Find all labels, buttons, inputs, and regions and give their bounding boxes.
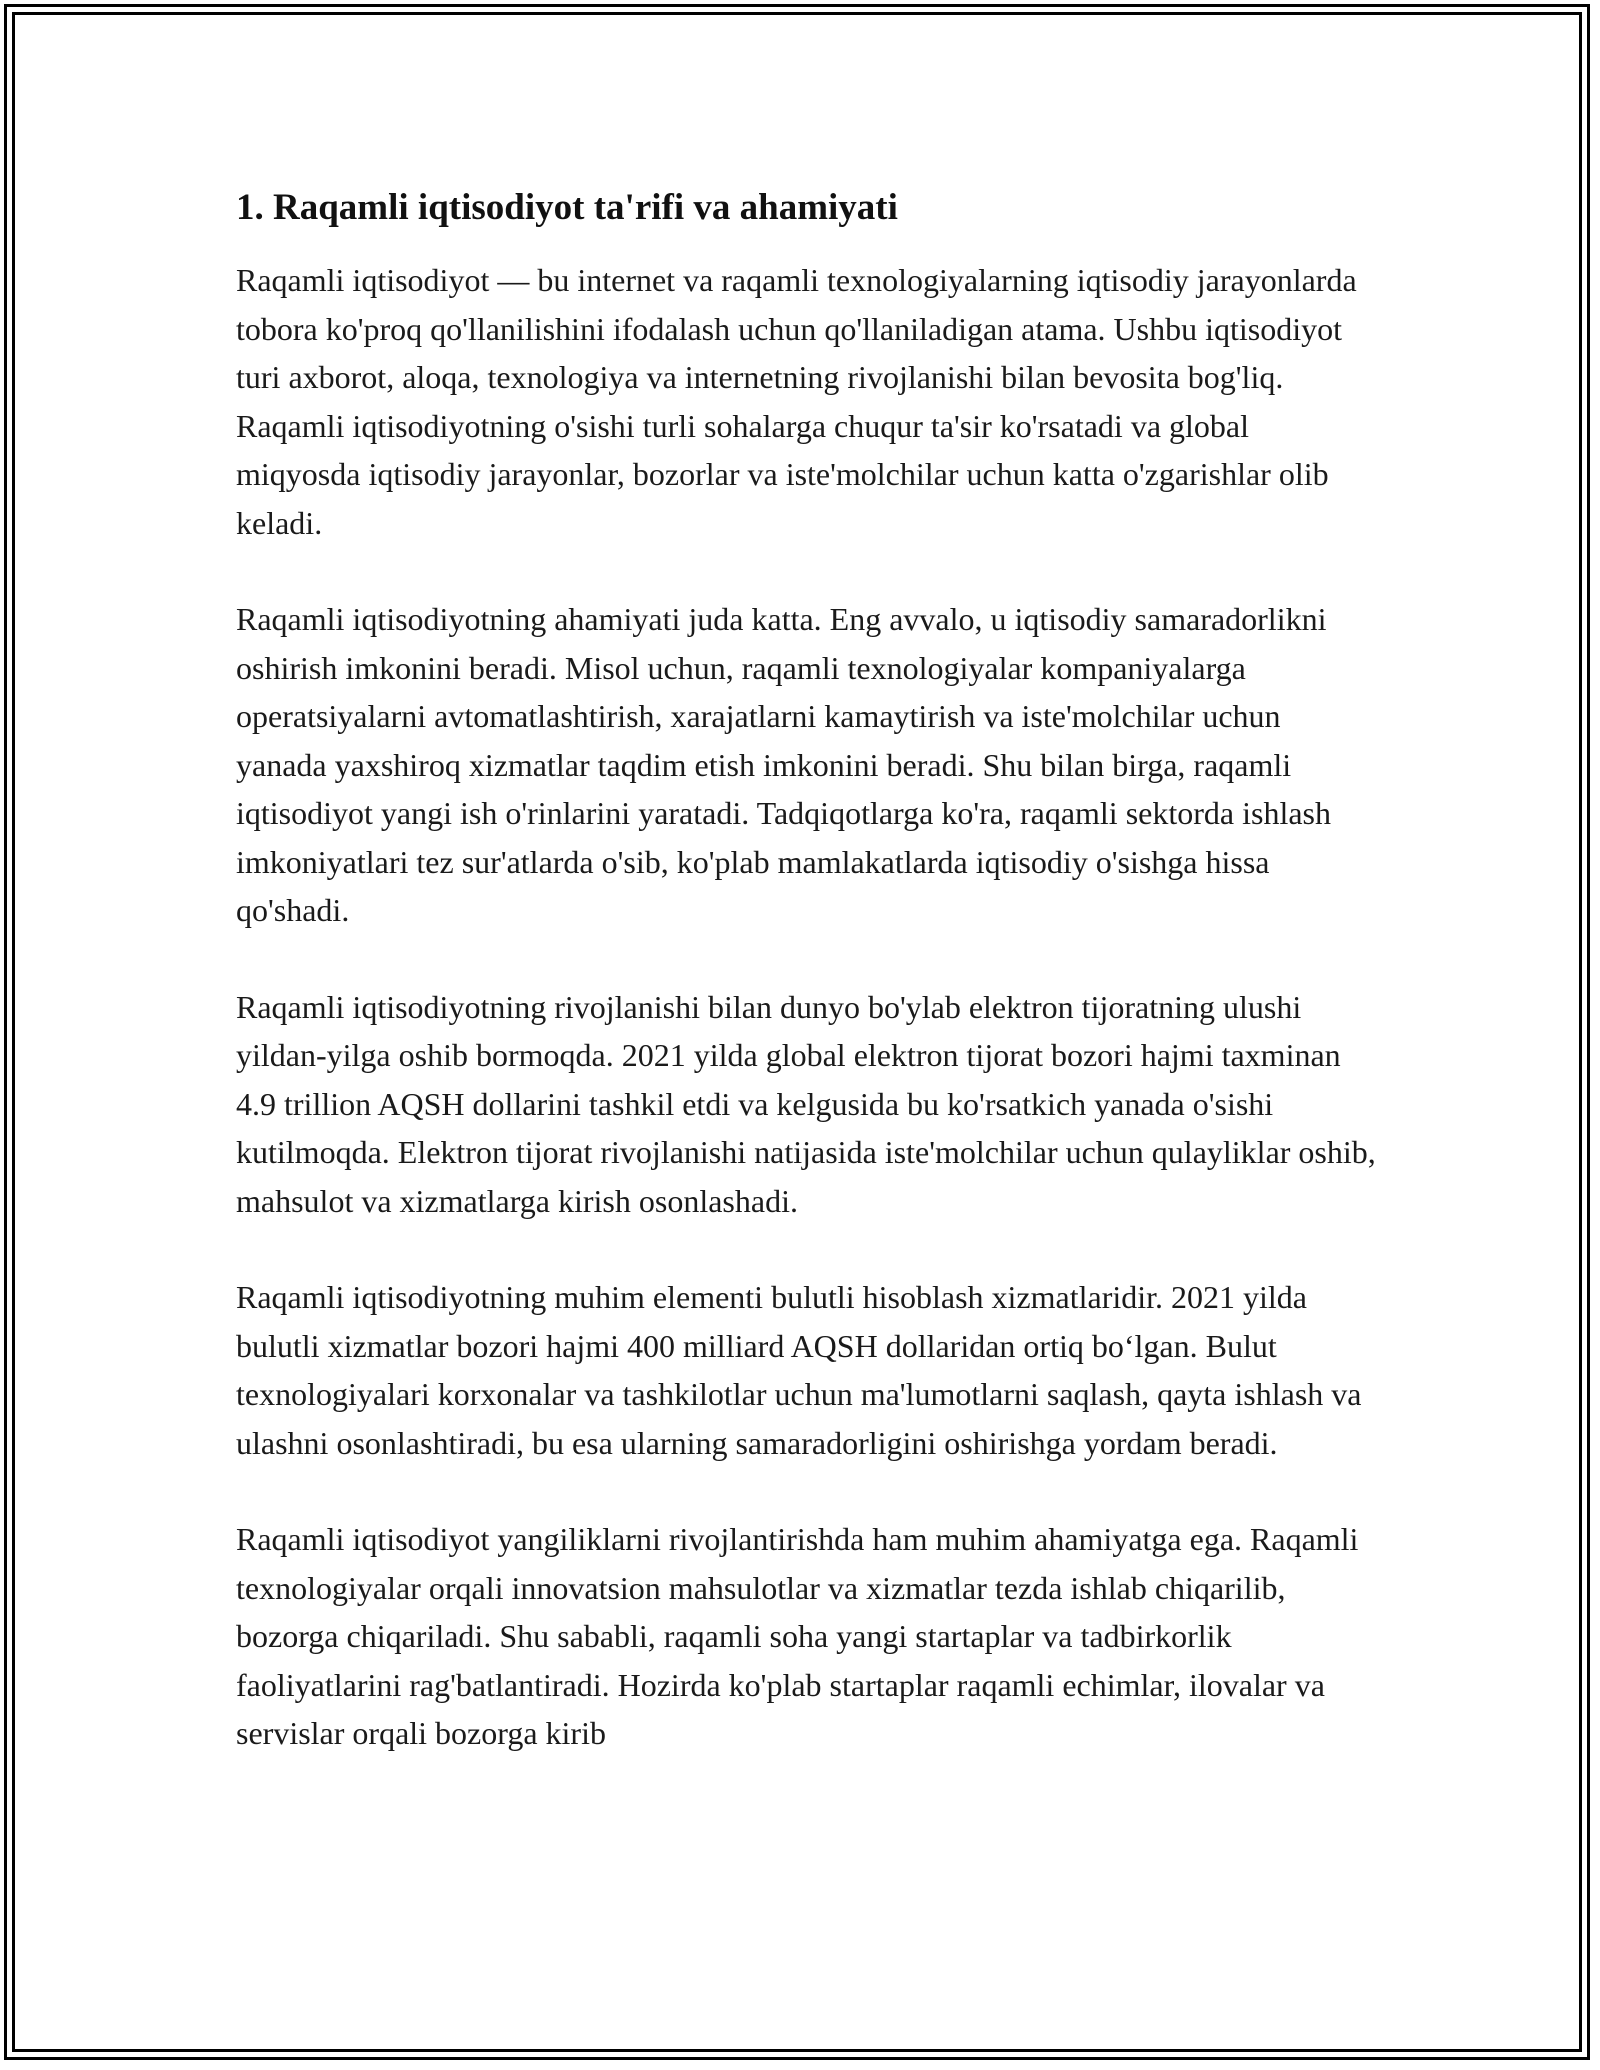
paragraph-importance: Raqamli iqtisodiyotning ahamiyati juda katta. Eng avvalo, u iqtisodiy samaradorlikni oshirish imkonini beradi. Misol uchun, raqamli texnologiyalar kompaniyalarga operatsiyalarni avtomatlashtirish, xarajatlarni kamaytirish va iste'molchilar uchun yanada yaxshiroq xizmatlar taqdim etish imkonini beradi. Shu bilan birga, raqamli iqtisodiyot yangi ish o'rinlarini yaratadi. Tadqiqotlarga ko'ra, raqamli sektorda ishlash imkoniyatlari tez sur'atlarda o'sib, ko'plab mamlakatlarda iqtisodiy o'sishga hissa qo'shadi.: [236, 601, 1331, 928]
paragraph-innovation: Raqamli iqtisodiyot yangiliklarni rivojlantirishda ham muhim ahamiyatga ega. Raqamli texnologiyalar orqali innovatsion mahsulotlar va xizmatlar tezda ishlab chiqarilib, bozorga chiqariladi. Shu sababli, raqamli soha yangi startaplar va tadbirkorlik faoliyatlarini rag'batlantiradi. Hozirda ko'plab startaplar raqamli echimlar, ilovalar va servislar orqali bozorga kirib: [236, 1521, 1359, 1751]
paragraph-ecommerce: Raqamli iqtisodiyotning rivojlanishi bilan dunyo bo'ylab elektron tijoratning ulushi yildan-yilga oshib bormoqda. 2021 yilda global elektron tijorat bozori hajmi taxminan 4.9 trillion AQSH dollarini tashkil etdi va kelgusida bu ko'rsatkich yanada o'sishi kutilmoqda. Elektron tijorat rivojlanishi natijasida iste'molchilar uchun qulayliklar oshib, mahsulot va xizmatlarga kirish osonlashadi.: [236, 988, 1376, 1219]
document-body: [236, 184, 1376, 1758]
paragraph-cloud: Raqamli iqtisodiyotning muhim elementi bulutli hisoblash xizmatlaridir. 2021 yilda bulutli xizmatlar bozori hajmi 400 milliard AQSH dollaridan ortiq bo‘lgan. Bulut texnologiyalari korxonalar va tashkilotlar uchun ma'lumotlarni saqlash, qayta ishlash va ulashni osonlashtiradi, bu esa ularning samaradorligini oshirishga yordam beradi.: [236, 1279, 1362, 1461]
section-heading: 1. Raqamli iqtisodiyot ta'rifi va ahamiyati: [236, 187, 898, 228]
paragraph-definition: Raqamli iqtisodiyot — bu internet va raqamli texnologiyalarning iqtisodiy jarayonlarda tobora ko'proq qo'llanilishini ifodalash uchun qo'llaniladigan atama. Ushbu iqtisodiyot turi axborot, aloqa, texnologiya va internetning rivojlanishi bilan bevosita bog'liq. Raqamli iqtisodiyotning o'sishi turli sohalarga chuqur ta'sir ko'rsatadi va global miqyosda iqtisodiy jarayonlar, bozorlar va iste'molchilar uchun katta o'zgarishlar olib keladi.: [236, 262, 1357, 541]
